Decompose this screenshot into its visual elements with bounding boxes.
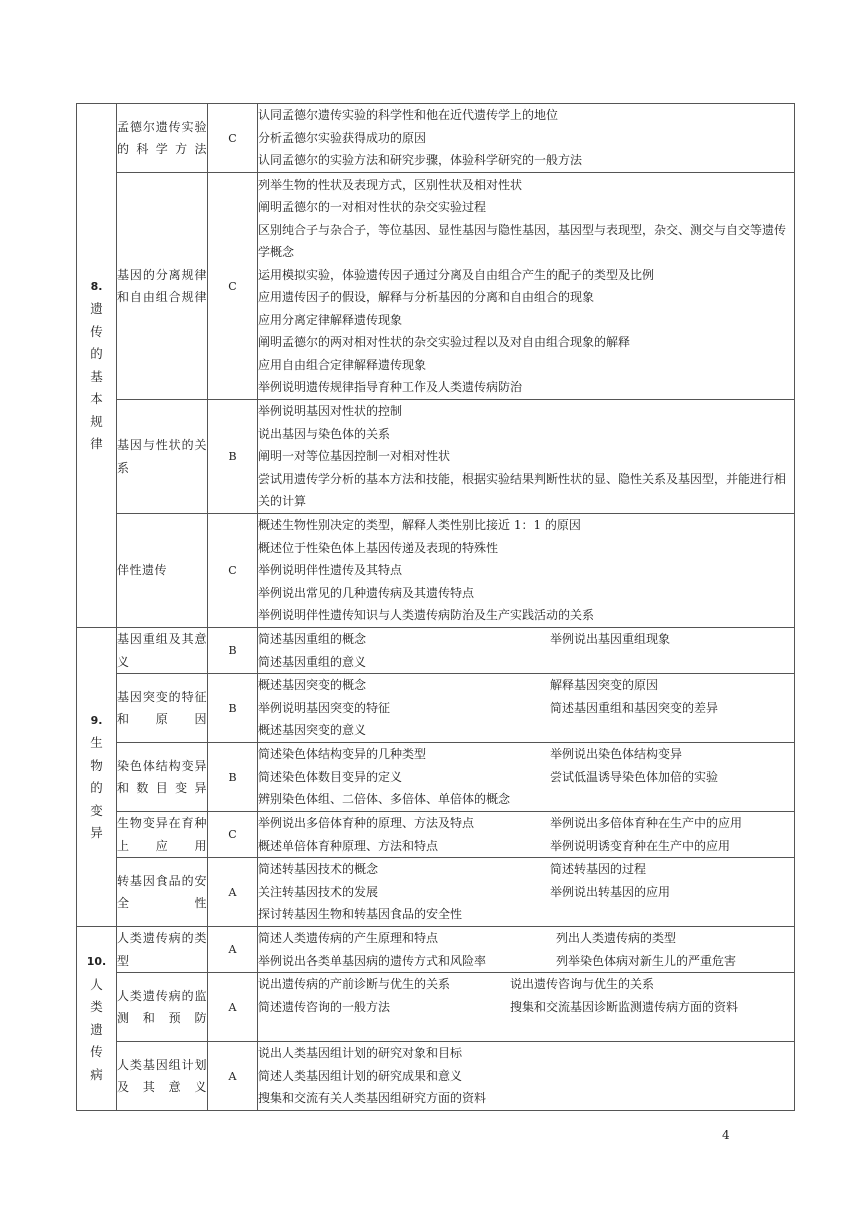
content-line: 举例说明伴性遗传知识与人类遗传病防治及生产实践活动的关系 bbox=[258, 608, 595, 623]
level-code: B bbox=[208, 628, 258, 674]
unit-char: 异 bbox=[90, 825, 103, 840]
unit-9-label bbox=[77, 628, 117, 927]
level-code: C bbox=[208, 104, 258, 173]
level-code: A bbox=[208, 858, 258, 927]
unit-char: 本 bbox=[90, 391, 103, 406]
content-line: 说出基因与染色体的关系 bbox=[258, 426, 391, 441]
content-line: 举例说明伴性遗传及其特点 bbox=[258, 563, 403, 578]
content-right: 举例说明诱变育种在生产中的应用 bbox=[550, 838, 731, 853]
unit-char: 物 bbox=[90, 757, 103, 773]
content-left: 概述基因突变的意义 bbox=[258, 723, 367, 738]
content-line: 认同孟德尔的实验方法和研究步骤，体验科学研究的一般方法 bbox=[258, 153, 583, 168]
content-left: 简述遗传咨询的一般方法 bbox=[258, 999, 391, 1014]
topic-content bbox=[258, 743, 795, 812]
content-line: 区别纯合子与杂合子，等位基因、显性基因与隐性基因，基因型与表现型，杂交、测交与自交等遗传学概念 bbox=[258, 222, 787, 259]
topic-content bbox=[258, 514, 795, 628]
table-row bbox=[77, 973, 795, 1042]
level-code: C bbox=[208, 173, 258, 400]
level-code: A bbox=[208, 1042, 258, 1111]
table-row bbox=[77, 1042, 795, 1111]
topic-name: 转基因食品的安全性 bbox=[117, 858, 208, 927]
unit-char: 生 bbox=[90, 735, 103, 750]
topic-name: 基因的分离规律和自由组合规律 bbox=[117, 173, 208, 400]
table-row bbox=[77, 104, 795, 173]
level-code: A bbox=[208, 927, 258, 973]
unit-number: 9. bbox=[90, 713, 103, 727]
unit-char: 传 bbox=[90, 1044, 103, 1059]
content-line: 认同孟德尔遗传实验的科学性和他在近代遗传学上的地位 bbox=[258, 108, 559, 123]
topic-name: 基因重组及其意义 bbox=[117, 628, 208, 674]
table-row bbox=[77, 858, 795, 927]
content-right: 解释基因突变的原因 bbox=[550, 678, 659, 693]
topic-content bbox=[258, 858, 795, 927]
topic-name: 人类遗传病的类型 bbox=[117, 927, 208, 973]
topic-content bbox=[258, 173, 795, 400]
unit-char: 的 bbox=[90, 346, 103, 361]
content-line: 举例说明遗传规律指导育种工作及人类遗传病防治 bbox=[258, 380, 523, 394]
table-row bbox=[77, 927, 795, 973]
topic-name: 人类基因组计划及其意义 bbox=[117, 1042, 208, 1111]
unit-number: 10. bbox=[86, 955, 107, 968]
content-left: 简述染色体数目变异的定义 bbox=[258, 769, 403, 784]
unit-char: 律 bbox=[90, 436, 103, 451]
unit-char: 遗 bbox=[90, 1021, 103, 1037]
table-row bbox=[77, 173, 795, 400]
unit-char: 变 bbox=[90, 802, 103, 818]
content-right: 举例说出转基因的应用 bbox=[550, 884, 671, 899]
content-line: 应用分离定律解释遗传现象 bbox=[258, 312, 403, 327]
level-code: B bbox=[208, 743, 258, 812]
unit-char: 人 bbox=[90, 976, 103, 992]
table-row bbox=[77, 514, 795, 628]
content-line: 概述位于性染色体上基因传递及表现的特殊性 bbox=[258, 540, 499, 555]
content-left: 简述转基因技术的概念 bbox=[258, 862, 379, 877]
topic-content bbox=[258, 674, 795, 743]
content-line: 说出人类基因组计划的研究对象和目标 bbox=[258, 1046, 463, 1061]
content-left: 简述人类遗传病的产生原理和特点 bbox=[258, 931, 439, 945]
table-row bbox=[77, 743, 795, 812]
content-right: 尝试低温诱导染色体加倍的实验 bbox=[550, 769, 719, 784]
unit-char: 基 bbox=[90, 368, 103, 384]
content-right: 搜集和交流基因诊断监测遗传病方面的资料 bbox=[510, 999, 739, 1014]
content-left: 探讨转基因生物和转基因食品的安全性 bbox=[258, 907, 463, 922]
topic-content bbox=[258, 400, 795, 514]
content-line: 应用遗传因子的假设，解释与分析基因的分离和自由组合的现象 bbox=[258, 290, 595, 304]
content-line: 列举生物的性状及表现方式，区别性状及相对性状 bbox=[258, 177, 523, 192]
table-row bbox=[77, 674, 795, 743]
content-right: 举例说出染色体结构变异 bbox=[550, 747, 683, 762]
unit-char: 规 bbox=[90, 413, 103, 429]
content-left: 举例说出多倍体育种的原理、方法及特点 bbox=[258, 816, 475, 830]
content-line: 举例说出常见的几种遗传病及其遗传特点 bbox=[258, 585, 475, 600]
topic-content bbox=[258, 628, 795, 674]
content-left: 关注转基因技术的发展 bbox=[258, 884, 379, 899]
content-line: 概述生物性别决定的类型，解释人类性别比接近 1：1 的原因 bbox=[258, 518, 581, 533]
content-left: 简述基因重组的概念 bbox=[258, 632, 367, 646]
topic-content bbox=[258, 1042, 795, 1111]
unit-10-label bbox=[77, 927, 117, 1111]
content-right: 简述转基因的过程 bbox=[550, 862, 647, 877]
content-right: 简述基因重组和基因突变的差异 bbox=[550, 700, 719, 715]
level-code: B bbox=[208, 674, 258, 743]
topic-content bbox=[258, 927, 795, 973]
content-left: 概述单倍体育种原理、方法和特点 bbox=[258, 838, 439, 853]
content-right: 举例说出基因重组现象 bbox=[550, 632, 671, 646]
unit-char: 病 bbox=[90, 1066, 103, 1082]
table-row bbox=[77, 400, 795, 514]
content-line: 搜集和交流有关人类基因组研究方面的资料 bbox=[258, 1091, 487, 1106]
content-left: 简述染色体结构变异的几种类型 bbox=[258, 747, 427, 762]
content-right: 举例说出多倍体育种在生产中的应用 bbox=[550, 816, 743, 830]
table-row bbox=[77, 628, 795, 674]
unit-char: 遗 bbox=[90, 301, 103, 316]
unit-char: 传 bbox=[90, 323, 103, 339]
table-row bbox=[77, 812, 795, 858]
content-left: 概述基因突变的概念 bbox=[258, 678, 367, 693]
content-line: 阐明孟德尔的两对相对性状的杂交实验过程以及对自由组合现象的解释 bbox=[258, 335, 631, 349]
topic-content bbox=[258, 812, 795, 858]
content-left: 说出遗传病的产前诊断与优生的关系 bbox=[258, 977, 451, 991]
content-line: 运用模拟实验，体验遗传因子通过分离及自由组合产生的配子的类型及比例 bbox=[258, 267, 655, 282]
topic-content bbox=[258, 104, 795, 173]
level-code: C bbox=[208, 514, 258, 628]
topic-name: 伴性遗传 bbox=[117, 514, 208, 628]
content-line: 举例说明基因对性状的控制 bbox=[258, 404, 403, 419]
content-line: 应用自由组合定律解释遗传现象 bbox=[258, 357, 427, 372]
content-right: 列出人类遗传病的类型 bbox=[556, 931, 677, 945]
unit-number: 8. bbox=[90, 279, 103, 293]
content-left: 辨别染色体组、二倍体、多倍体、单倍体的概念 bbox=[258, 792, 511, 807]
content-right: 说出遗传咨询与优生的关系 bbox=[510, 977, 655, 991]
topic-name: 染色体结构变异和数目变异 bbox=[117, 743, 208, 812]
unit-8-label bbox=[77, 104, 117, 628]
level-code: C bbox=[208, 812, 258, 858]
content-right: 列举染色体病对新生儿的严重危害 bbox=[556, 953, 737, 968]
curriculum-table bbox=[76, 103, 795, 1111]
topic-name: 孟德尔遗传实验的科学方法 bbox=[117, 104, 208, 173]
content-line: 尝试用遗传学分析的基本方法和技能，根据实验结果判断性状的显、隐性关系及基因型，并能进行相关的计算 bbox=[258, 471, 787, 509]
content-line: 分析孟德尔实验获得成功的原因 bbox=[258, 130, 427, 145]
level-code: A bbox=[208, 973, 258, 1042]
content-line: 简述人类基因组计划的研究成果和意义 bbox=[258, 1068, 463, 1083]
topic-content bbox=[258, 973, 795, 1042]
topic-name: 基因与性状的关系 bbox=[117, 400, 208, 514]
topic-name: 人类遗传病的监测和预防 bbox=[117, 973, 208, 1042]
topic-name: 基因突变的特征和原因 bbox=[117, 674, 208, 743]
content-left: 举例说出各类单基因病的遗传方式和风险率 bbox=[258, 953, 487, 968]
content-left: 简述基因重组的意义 bbox=[258, 654, 367, 669]
content-left: 举例说明基因突变的特征 bbox=[258, 700, 391, 715]
content-line: 阐明孟德尔的一对相对性状的杂交实验过程 bbox=[258, 200, 487, 214]
page-number: 4 bbox=[722, 1128, 730, 1142]
unit-char: 类 bbox=[90, 999, 103, 1014]
content-line: 阐明一对等位基因控制一对相对性状 bbox=[258, 449, 451, 464]
topic-name: 生物变异在育种上应用 bbox=[117, 812, 208, 858]
level-code: B bbox=[208, 400, 258, 514]
unit-char: 的 bbox=[90, 780, 103, 795]
